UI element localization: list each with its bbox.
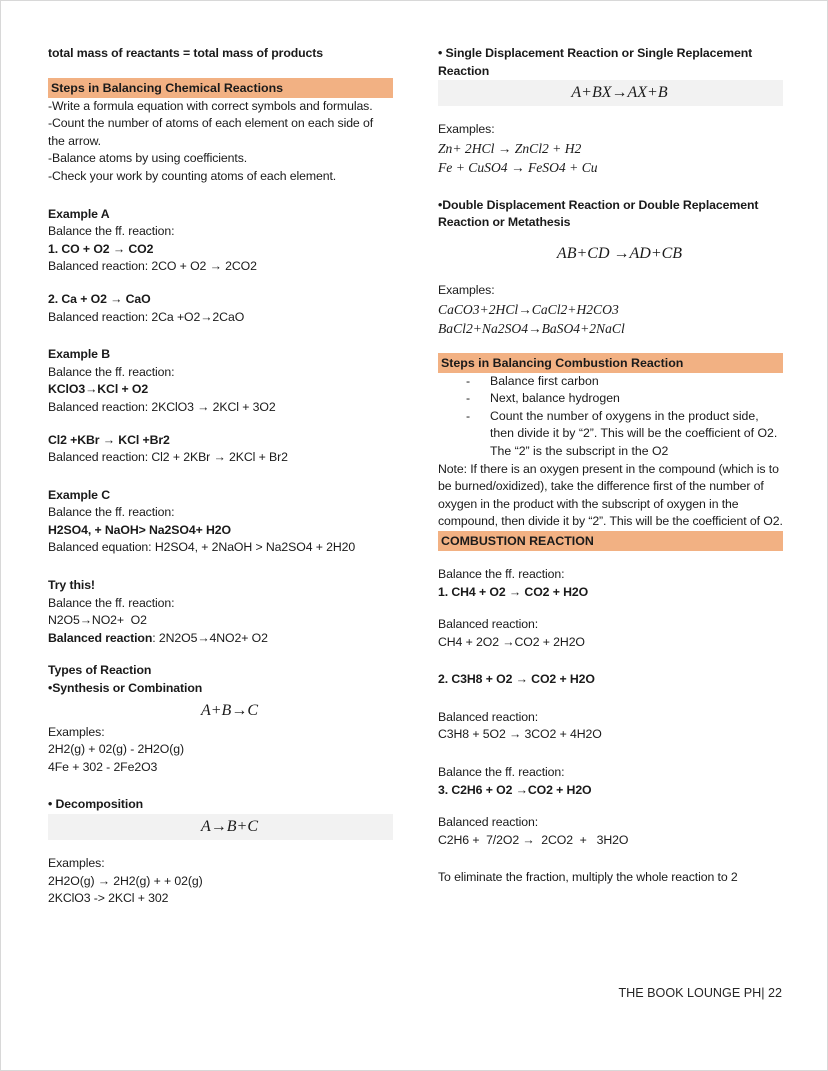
combustion-answer-1: CH4 + 2O2 →CO2 + 2H2O (438, 634, 585, 649)
synthesis-example: 2H2(g) + 02(g) - 2H2O(g) (48, 742, 184, 757)
example-b-problem-1: KClO3→KCl + O2 (48, 382, 149, 397)
combustion-problem-1: 1. CH4 + O2 → CO2 + H2O (438, 584, 589, 599)
example-c-problem: H2SO4, + NaOH> Na2SO4+ H2O (48, 522, 231, 537)
combustion-answer-label-2: Balanced reaction: (438, 709, 539, 724)
spacer (48, 776, 393, 796)
spacer (438, 651, 783, 671)
combustion-note: Note: If there is an oxygen present in the compound (which is to be burned/oxidized), take the difference first of the number of oxygen in the product with the subscript of oxygen in the compound, then divide it by “2”. This will be the coefficient of O2. (438, 461, 783, 529)
answer-value: H2SO4, + 2NaOH > Na2SO4 + 2H20 (154, 540, 356, 555)
answer-value: 2KClO3 → 2KCl + 3O2 (151, 399, 276, 414)
spacer (438, 551, 783, 566)
example-a-answer-1 (48, 258, 393, 276)
example-b-title: Example B (48, 347, 110, 362)
answer-value: 2Ca +O2→2CaO (151, 309, 245, 324)
answer-value: 2CO + O2 → 2CO2 (151, 259, 257, 274)
spacer (438, 232, 783, 241)
double-displacement-example: BaCl2+Na2SO4→BaSO4+2NaCl (438, 320, 625, 336)
step-item: -Count the number of atoms of each element on each side of the arrow. (48, 116, 377, 148)
decomposition-bullet: • Decomposition (48, 797, 144, 812)
double-displacement-formula: AB+CD →AD+CB (556, 244, 683, 262)
combustion-reaction-heading: COMBUSTION REACTION (438, 531, 783, 551)
answer-label: Balanced reaction: (48, 309, 152, 324)
spacer (438, 744, 783, 764)
spacer (438, 267, 783, 282)
answer-label: Balanced reaction: (48, 259, 152, 274)
spacer (438, 689, 783, 709)
combustion-answer-2: C3H8 + 5O2 → 3CO2 + 4H2O (438, 727, 602, 742)
step-item: -Write a formula equation with correct symbols and formulas. (48, 98, 373, 113)
combustion-steps-heading: Steps in Balancing Combustion Reaction (438, 353, 783, 373)
example-a-problem-2: 2. Ca + O2 → CaO (48, 291, 151, 306)
spacer (48, 647, 393, 662)
dash-bullet-icon: - (466, 408, 471, 423)
spacer (48, 276, 393, 291)
combustion-steps-list (438, 373, 783, 461)
spacer (438, 106, 783, 121)
steps-balancing-heading: Steps in Balancing Chemical Reactions (48, 78, 393, 98)
two-column-body (1, 45, 828, 908)
synthesis-formula: A+B→C (200, 701, 258, 719)
example-b-answer-1 (48, 399, 393, 417)
single-displacement-examples-label: Examples: (438, 122, 495, 137)
spacer (438, 849, 783, 869)
spacer (438, 601, 783, 616)
combustion-step-text: Next, balance hydrogen (490, 391, 620, 406)
combustion-problem-3: 3. C2H6 + O2 →CO2 + H2O (438, 782, 592, 797)
single-displacement-example: Zn+ 2HCl → ZnCl2 + H2 (438, 140, 582, 156)
spacer (48, 186, 393, 206)
example-c-instruction: Balance the ff. reaction: (48, 505, 175, 520)
spacer (48, 557, 393, 577)
answer-value: Cl2 + 2KBr → 2KCl + Br2 (151, 450, 288, 465)
decomposition-example: 2H2O(g) → 2H2(g) + + 02(g) (48, 873, 203, 888)
left-column (48, 45, 393, 908)
combustion-step-item (438, 373, 783, 391)
combustion-answer-3: C2H6 + 7/2O2 → 2CO2 + 3H2O (438, 832, 629, 847)
example-c-title: Example C (48, 487, 110, 502)
try-this-answer (48, 630, 393, 648)
double-displacement-examples-label: Examples: (438, 282, 495, 297)
single-displacement-example: Fe + CuSO4 → FeSO4 + Cu (438, 159, 598, 175)
double-displacement-example: CaCO3+2HCl→CaCl2+H2CO3 (438, 301, 619, 317)
combustion-answer-label-1: Balanced reaction: (438, 617, 539, 632)
example-b-answer-2 (48, 449, 393, 467)
intro-statement: total mass of reactants = total mass of products (48, 46, 324, 60)
combustion-answer-label-3: Balanced reaction: (438, 815, 539, 830)
try-this-instruction: Balance the ff. reaction: (48, 595, 175, 610)
single-displacement-bullet: • Single Displacement Reaction or Single Replacement Reaction (438, 46, 756, 78)
right-column (438, 45, 783, 908)
combustion-problem-2: 2. C3H8 + O2 → CO2 + H2O (438, 672, 595, 687)
types-of-reaction-heading: Types of Reaction (48, 663, 152, 678)
decomposition-examples-label: Examples: (48, 856, 105, 870)
dash-bullet-icon: - (466, 391, 471, 406)
try-this-title: Try this! (48, 578, 95, 593)
combustion-step-item (438, 408, 783, 461)
spacer (48, 63, 393, 78)
example-b-problem-2: Cl2 +KBr → KCl +Br2 (48, 432, 170, 447)
spacer (438, 338, 783, 353)
example-b-instruction: Balance the ff. reaction: (48, 364, 175, 379)
single-displacement-formula: A+BX→AX+B (438, 80, 783, 106)
step-item: -Balance atoms by using coefficients. (48, 151, 248, 166)
spacer (48, 326, 393, 346)
example-a-answer-2 (48, 309, 393, 327)
synthesis-example: 4Fe + 302 - 2Fe2O3 (48, 759, 158, 774)
answer-value: : 2N2O5→4NO2+ O2 (152, 630, 268, 645)
answer-label: Balanced reaction: (48, 399, 152, 414)
double-displacement-bullet: •Double Displacement Reaction or Double Replacement Reaction or Metathesis (438, 197, 762, 230)
spacer (48, 417, 393, 432)
spacer (438, 799, 783, 814)
example-a-problem-1: 1. CO + O2 → CO2 (48, 241, 154, 256)
dash-bullet-icon: - (466, 373, 471, 388)
combustion-instruction-1: Balance the ff. reaction: (438, 566, 565, 581)
answer-label: Balanced reaction: (48, 450, 152, 465)
try-this-problem: N2O5→NO2+ O2 (48, 613, 147, 628)
combustion-step-text: Count the number of oxygens in the product side, then divide it by “2”. This will be the coefficient of O2. The “2” is the subscript in the O2 (490, 408, 778, 458)
spacer (438, 177, 783, 197)
closing-note: To eliminate the fraction, multiply the whole reaction to 2 (438, 870, 738, 885)
example-c-answer (48, 539, 393, 557)
spacer (48, 840, 393, 855)
synthesis-bullet: •Synthesis or Combination (48, 681, 203, 696)
synthesis-examples-label: Examples: (48, 724, 105, 739)
example-a-instruction: Balance the ff. reaction: (48, 224, 175, 239)
answer-label: Balanced equation: (48, 540, 155, 555)
page-footer: THE BOOK LOUNGE PH| 22 (618, 986, 782, 1000)
example-a-title: Example A (48, 206, 110, 221)
combustion-instruction-3: Balance the ff. reaction: (438, 765, 565, 780)
answer-label: Balanced reaction (48, 630, 153, 645)
step-item: -Check your work by counting atoms of each element. (48, 168, 337, 183)
combustion-step-text: Balance first carbon (490, 373, 599, 388)
combustion-step-item (438, 390, 783, 408)
decomposition-example: 2KClO3 -> 2KCl + 302 (48, 891, 169, 906)
spacer (48, 467, 393, 487)
decomposition-formula: A→B+C (48, 814, 393, 840)
